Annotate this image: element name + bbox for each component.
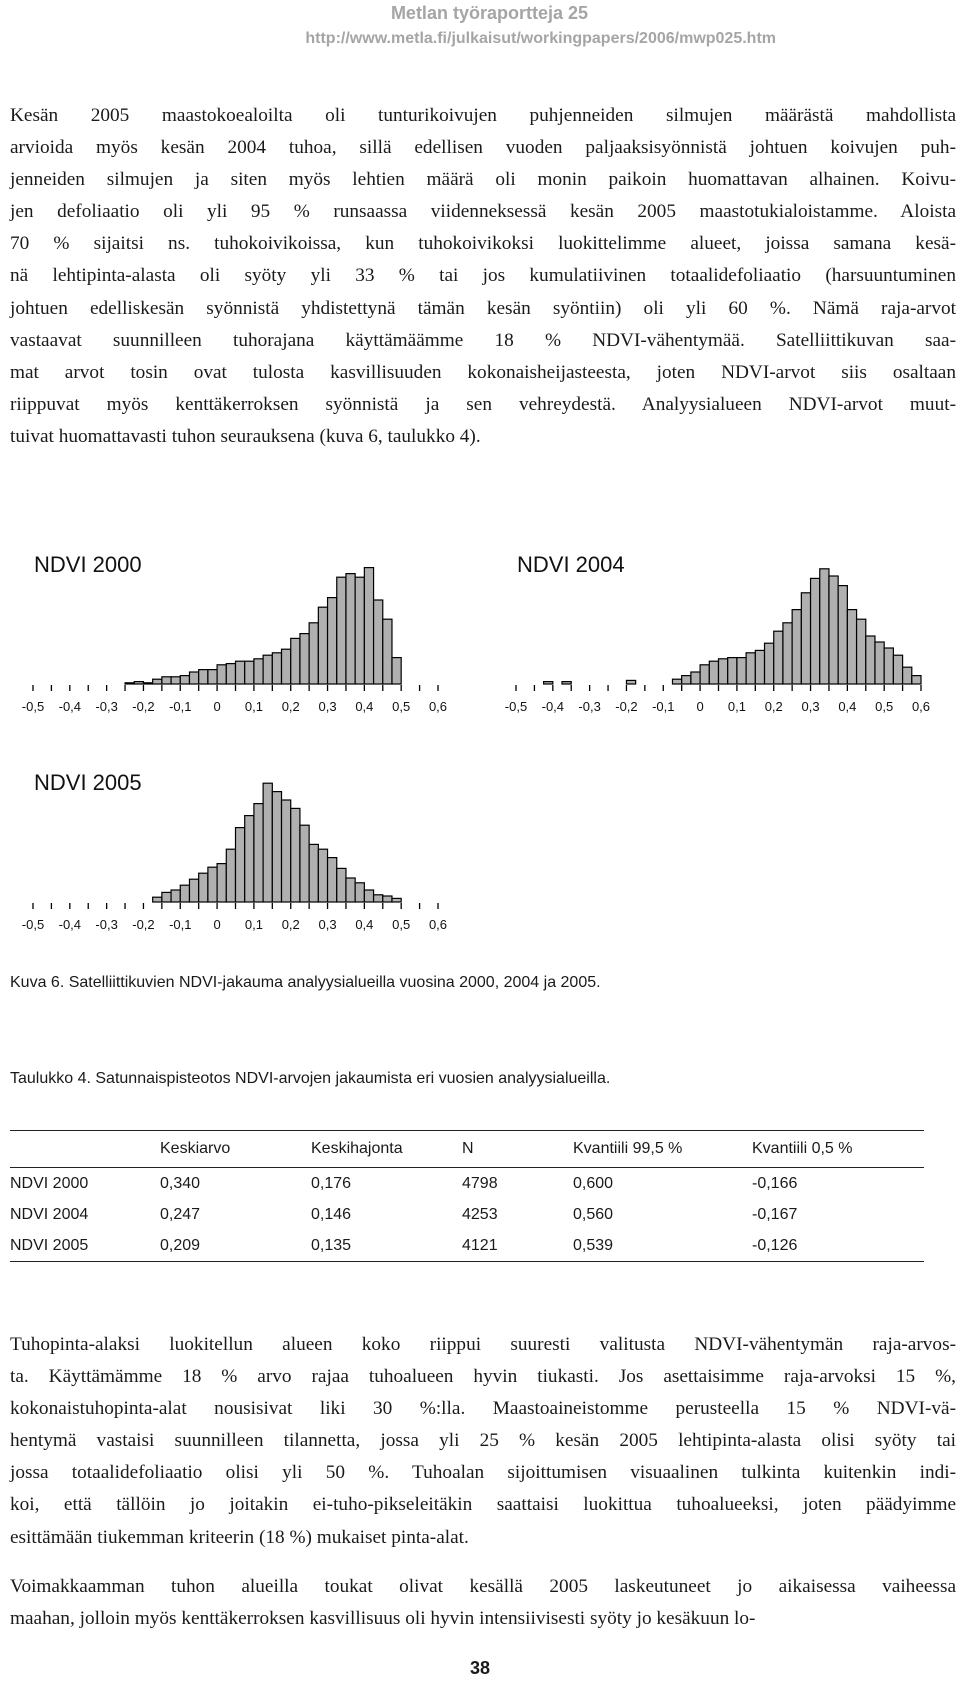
x-tick-label: -0,2 xyxy=(615,699,638,714)
histogram-bar xyxy=(884,648,893,684)
text-line: tuivat huomattavasti tuhon seurauksena (kuva 6, taulukko 4). xyxy=(10,425,481,447)
histogram-bar xyxy=(217,665,226,684)
histogram-bar xyxy=(134,682,143,684)
x-tick-label: 0,2 xyxy=(764,699,783,714)
text-line: jenneiden silmujen ja siten myös lehtien määrä oli monin paikoin huomattavan alhainen. Koivu- xyxy=(10,169,956,191)
x-tick-label: -0,4 xyxy=(541,699,565,714)
histogram-bar xyxy=(180,676,189,684)
x-tick-label: 0,5 xyxy=(392,917,411,932)
histogram-bar xyxy=(236,828,245,902)
x-tick-label: 0,5 xyxy=(875,699,894,714)
text-line: vastaavat suunnilleen tuhorajana käyttämäämme 18 % NDVI-vähentymää. Satelliittikuvan saa- xyxy=(10,329,956,351)
histogram-bar xyxy=(783,623,792,684)
histogram-bar xyxy=(857,619,866,684)
x-tick-label: -0,4 xyxy=(58,917,82,932)
text-line: kokonaistuhopinta-alat nousisivat liki 30 %:lla. Maastoaineistomme perusteella 15 % NDVI-vä- xyxy=(10,1398,956,1420)
table-header-row xyxy=(10,1131,924,1168)
x-tick-label: 0,1 xyxy=(727,699,746,714)
x-tick-label: 0,6 xyxy=(428,699,448,714)
text-line: koi, että tällöin jo joitakin ei-tuho-pikseleitäkin saattaisi luokittua tuhoalueeksi, joten päädyimme xyxy=(10,1494,956,1516)
histogram-bar xyxy=(893,655,902,684)
table-row xyxy=(10,1199,924,1230)
x-tick-label: 0 xyxy=(213,917,221,932)
histogram-bar xyxy=(355,577,364,684)
text-line: esittämään tiukemman kriteerin (18 %) mukaiset pinta-alat. xyxy=(10,1526,469,1548)
histogram-bar xyxy=(263,655,272,684)
table-cell: 0,600 xyxy=(573,1174,614,1192)
histogram-bar xyxy=(746,653,755,684)
histogram-bar xyxy=(309,844,318,902)
text-line: maahan, jolloin myös kenttäkerroksen kasvillisuus oli hyvin intensiivisesti syöty jo kesäkuun lo- xyxy=(10,1608,756,1630)
x-tick-label: -0,1 xyxy=(169,917,192,932)
text-line: ta. Käyttämämme 18 % arvo rajaa tuhoalueen hyvin tiukasti. Jos asettaisimme raja-arvoksi 15 %, xyxy=(10,1366,956,1388)
histogram-bar xyxy=(912,676,921,684)
x-tick-label: 0,6 xyxy=(428,917,448,932)
text-line: Kesän 2005 maastokoealoilta oli tunturikoivujen puhjenneiden silmujen määrästä mahdollista xyxy=(10,105,956,126)
histogram-ndvi-2005 xyxy=(10,764,450,944)
column-header: Keskiarvo xyxy=(160,1131,311,1168)
x-tick-label: -0,2 xyxy=(132,699,155,714)
histogram-bar xyxy=(709,661,718,684)
x-tick-label: 0,6 xyxy=(911,699,931,714)
histogram-bar xyxy=(153,679,162,684)
x-tick-label: 0,1 xyxy=(244,917,263,932)
text-line: riippuvat myös kenttäkerroksen syönnistä ja sen vehreydestä. Analyysialueen NDVI-arvot muut- xyxy=(10,393,956,415)
table-cell: -0,126 xyxy=(752,1230,924,1262)
histogram-bar xyxy=(282,649,291,684)
text-line: nä lehtipinta-alasta oli syöty yli 33 % tai jos kumulatiivinen totaalidefoliaatio (harsuuntuminen xyxy=(10,265,956,287)
text-line: johtuen edelliskesän syönnistä yhdistettynä tämän kesän syöntiin) oli yli 60 %. Nämä raja-arvot xyxy=(10,297,956,319)
histogram-bar xyxy=(346,574,355,684)
histogram-bar xyxy=(682,676,691,684)
figure-caption: Kuva 6. Satelliittikuvien NDVI-jakauma analyysialueilla vuosina 2000, 2004 ja 2005. xyxy=(10,974,601,991)
x-tick-label: 0 xyxy=(696,699,704,714)
histogram-bar xyxy=(847,610,856,684)
histogram-bar xyxy=(383,619,392,684)
histogram-bar xyxy=(162,677,171,684)
table-caption: Taulukko 4. Satunnaispisteotos NDVI-arvojen jakaumista eri vuosien analyysialueilla. xyxy=(10,1070,611,1087)
paragraph-3 xyxy=(10,1571,956,1635)
histogram-bar xyxy=(309,623,318,684)
text-line: jossa totaalidefoliaatio olisi yli 50 %. Tuhoalan sijoittumisen visuaalinen tulkinta kuitenkin indi- xyxy=(10,1462,956,1484)
histogram-bar xyxy=(672,679,681,684)
histogram-bar xyxy=(374,600,383,684)
x-tick-label: 0,1 xyxy=(244,699,263,714)
statistics-table xyxy=(10,1130,924,1262)
chart-svg-2004 xyxy=(493,546,933,726)
x-tick-label: 0,5 xyxy=(392,699,411,714)
x-tick-label: 0,2 xyxy=(281,917,300,932)
x-tick-label: 0,4 xyxy=(355,699,374,714)
histogram-bar xyxy=(272,792,281,902)
histogram-bar xyxy=(544,682,553,684)
histogram-bar xyxy=(318,607,327,684)
histogram-bar xyxy=(328,858,337,902)
histogram-bar xyxy=(318,849,327,902)
table-cell: -0,166 xyxy=(752,1174,798,1192)
histogram-bar xyxy=(226,849,235,902)
histogram-bar xyxy=(626,680,635,684)
table-cell: 0,135 xyxy=(311,1230,462,1262)
histogram-bar xyxy=(125,683,134,684)
histogram-bar xyxy=(236,661,245,684)
histogram-bar xyxy=(765,643,774,684)
x-tick-label: -0,3 xyxy=(578,699,601,714)
histogram-bar xyxy=(903,667,912,684)
histogram-bar xyxy=(171,677,180,684)
histogram-ndvi-2004 xyxy=(493,546,933,726)
text-line: Voimakkaamman tuhon alueilla toukat olivat kesällä 2005 laskeutuneet jo aikaisessa vaiheessa xyxy=(10,1576,956,1597)
histogram-bar xyxy=(811,578,820,684)
table-cell: 0,146 xyxy=(311,1205,352,1223)
x-tick-label: -0,1 xyxy=(169,699,192,714)
histogram-bar xyxy=(820,569,829,684)
histogram-bar xyxy=(383,896,392,902)
x-tick-label: 0,3 xyxy=(318,917,337,932)
histogram-bar xyxy=(346,878,355,902)
histogram-bar xyxy=(838,586,847,684)
x-tick-label: -0,2 xyxy=(132,917,155,932)
table-cell: NDVI 2004 xyxy=(10,1205,89,1223)
histogram-bar xyxy=(254,804,263,902)
text-line: arvioida myös kesän 2004 tuhoa, sillä edellisen vuoden paljaaksisyönnistä johtuen koivujen puh- xyxy=(10,137,956,159)
paragraph-2 xyxy=(10,1329,956,1554)
x-tick-label: -0,5 xyxy=(21,917,45,932)
x-tick-label: 0,2 xyxy=(281,699,300,714)
column-header xyxy=(10,1131,160,1168)
histogram-bar xyxy=(337,868,346,902)
column-header: Kvantiili 99,5 % xyxy=(573,1131,752,1168)
histogram-bar xyxy=(562,682,571,684)
histogram-bar xyxy=(143,683,152,684)
x-tick-label: -0,1 xyxy=(652,699,675,714)
histogram-bar xyxy=(392,898,401,902)
histogram-bar xyxy=(226,664,235,684)
text-line: Tuhopinta-alaksi luokitellun alueen koko riippui suuresti valitusta NDVI-vähentymän raja-arvos- xyxy=(10,1334,956,1355)
histogram-bar xyxy=(719,659,728,684)
histogram-bar xyxy=(291,638,300,684)
histogram-bar xyxy=(392,658,401,684)
histogram-bar xyxy=(355,883,364,902)
table-cell: 0,340 xyxy=(160,1174,201,1192)
histogram-bar xyxy=(691,672,700,684)
histogram-bar xyxy=(700,665,709,684)
table-cell: 0,176 xyxy=(311,1174,352,1192)
chart-svg-2000 xyxy=(10,546,450,726)
x-tick-label: 0,4 xyxy=(355,917,374,932)
histogram-bar xyxy=(364,890,373,902)
column-header: Keskihajonta xyxy=(311,1131,462,1168)
histogram-bar xyxy=(866,636,875,684)
x-tick-label: 0,3 xyxy=(801,699,820,714)
histogram-bar xyxy=(291,808,300,902)
table-cell: 4121 xyxy=(462,1230,573,1262)
histogram-bar xyxy=(171,890,180,902)
histogram-bar xyxy=(254,659,263,684)
table-cell: 4798 xyxy=(462,1174,498,1192)
histogram-bar xyxy=(755,650,764,684)
x-tick-label: -0,5 xyxy=(21,699,45,714)
x-tick-label: 0 xyxy=(213,699,221,714)
x-tick-label: 0,4 xyxy=(838,699,857,714)
table-cell: -0,167 xyxy=(752,1205,798,1223)
text-line: mat arvot tosin ovat tulosta kasvillisuuden kokonaisheijasteesta, joten NDVI-arvot siis osaltaan xyxy=(10,361,956,383)
table-cell: 0,247 xyxy=(160,1205,201,1223)
histogram-bar xyxy=(328,598,337,684)
histogram-bar xyxy=(189,879,198,902)
histogram-bar xyxy=(217,864,226,902)
chart-title: NDVI 2005 xyxy=(34,770,142,795)
histogram-bar xyxy=(199,873,208,902)
series-title: Metlan työraportteja 25 xyxy=(390,3,588,23)
histogram-bar xyxy=(180,885,189,902)
histogram-bar xyxy=(208,670,217,684)
paragraph-1 xyxy=(10,100,956,453)
table-cell: NDVI 2005 xyxy=(10,1230,160,1262)
table-cell: 0,209 xyxy=(160,1230,311,1262)
x-tick-label: -0,3 xyxy=(95,917,118,932)
x-tick-label: -0,5 xyxy=(504,699,528,714)
text-line: hentymä vastaisi suunnilleen tilannetta, jossa yli 25 % kesän 2005 lehtipinta-alasta olisi syöty tai xyxy=(10,1430,956,1452)
table-row xyxy=(10,1168,924,1200)
histogram-bar xyxy=(829,576,838,684)
table-cell: 0,539 xyxy=(573,1230,752,1262)
histogram-bar xyxy=(245,816,254,902)
histogram-bar xyxy=(337,577,346,684)
text-line: 70 % sijaitsi ns. tuhokoivikoissa, kun tuhokoivikoksi luokittelimme alueet, joissa samana kesä- xyxy=(10,233,956,255)
histogram-bar xyxy=(245,661,254,684)
x-tick-label: -0,4 xyxy=(58,699,82,714)
histogram-bar xyxy=(199,670,208,684)
column-header: Kvantiili 0,5 % xyxy=(752,1131,924,1168)
source-url: http://www.metla.fi/julkaisut/workingpapers/2006/mwp025.htm xyxy=(305,30,776,47)
chart-title: NDVI 2000 xyxy=(34,552,142,577)
histogram-bar xyxy=(300,634,309,684)
table-cell: NDVI 2000 xyxy=(10,1174,89,1192)
column-header: N xyxy=(462,1131,573,1168)
histogram-ndvi-2000 xyxy=(10,546,450,726)
histogram-bar xyxy=(208,867,217,902)
histogram-bar xyxy=(792,610,801,684)
histogram-bar xyxy=(774,631,783,684)
chart-svg-2005 xyxy=(10,764,450,944)
histogram-bar xyxy=(272,653,281,684)
table-cell: 0,560 xyxy=(573,1205,614,1223)
histogram-bar xyxy=(737,658,746,684)
x-tick-label: 0,3 xyxy=(318,699,337,714)
histogram-bar xyxy=(875,642,884,684)
histogram-bar xyxy=(728,658,737,684)
histogram-bar xyxy=(263,783,272,902)
page-number: 38 xyxy=(469,1658,491,1678)
histogram-bar xyxy=(300,825,309,902)
text-line: jen defoliaatio oli yli 95 % runsaassa viidenneksessä kesän 2005 maastotukialoistamme. Aloista xyxy=(10,201,956,223)
histogram-bar xyxy=(364,568,373,684)
table-row xyxy=(10,1230,924,1262)
histogram-bar xyxy=(162,892,171,902)
histogram-bar xyxy=(153,897,162,902)
table-cell: 4253 xyxy=(462,1205,498,1223)
histogram-bar xyxy=(282,800,291,902)
histogram-bar xyxy=(801,593,810,684)
table-body xyxy=(10,1168,924,1262)
histogram-bar xyxy=(189,672,198,684)
histogram-bar xyxy=(374,895,383,902)
x-tick-label: -0,3 xyxy=(95,699,118,714)
chart-title: NDVI 2004 xyxy=(517,552,625,577)
